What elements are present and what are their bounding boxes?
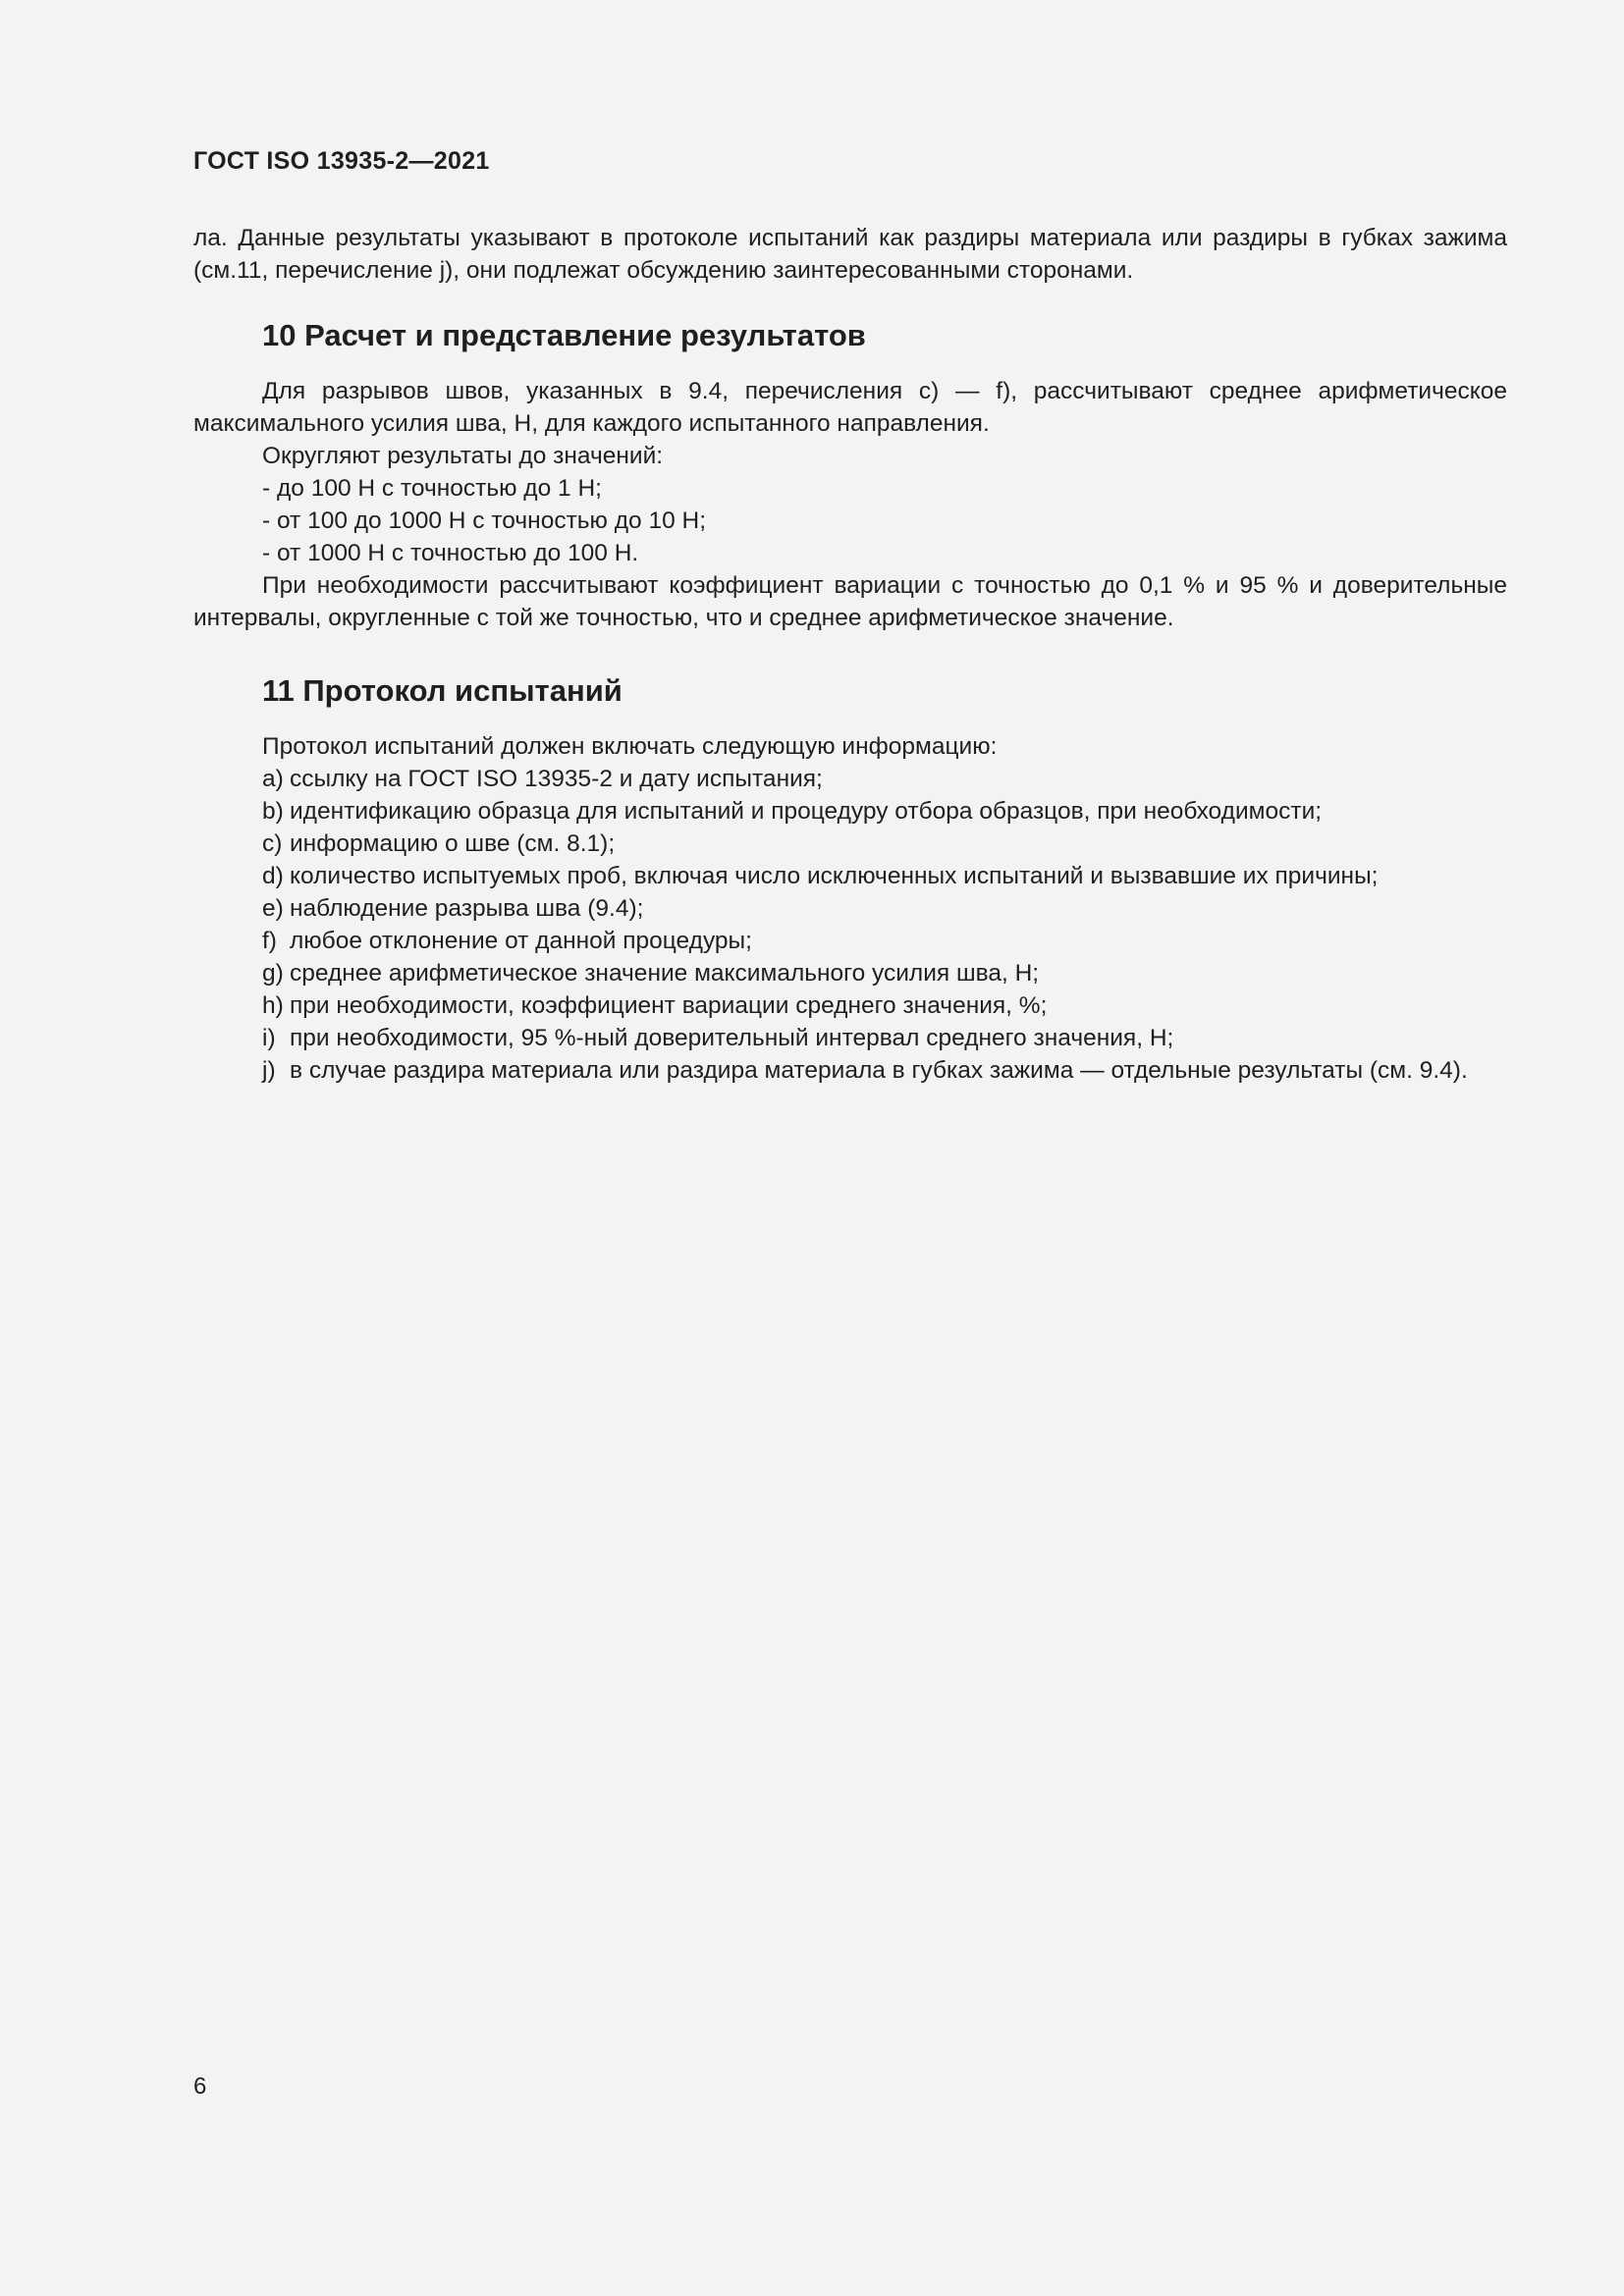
list-item-text: в случае раздира материала или раздира материала в губках зажима — отдельные результаты (см. 9.4). bbox=[290, 1057, 1468, 1084]
list-item-text: ссылку на ГОСТ ISO 13935-2 и дату испытания; bbox=[290, 766, 823, 792]
report-list-item bbox=[193, 1022, 1507, 1054]
section-10-title: 10 Расчет и представление результатов bbox=[262, 318, 866, 352]
report-list-item bbox=[193, 763, 1507, 795]
list-item-label: j) bbox=[262, 1057, 276, 1084]
rounding-rule: - от 1000 Н с точностью до 100 Н. bbox=[262, 540, 639, 566]
document-header: ГОСТ ISO 13935-2—2021 bbox=[193, 147, 490, 175]
section-10-paragraph-2: Округляют результаты до значений: bbox=[262, 443, 664, 469]
report-list-item bbox=[193, 892, 1507, 925]
list-item-label: d) bbox=[262, 863, 284, 889]
list-item-text: среднее арифметическое значение максимального усилия шва, Н; bbox=[290, 960, 1040, 987]
continuation-paragraph: ла. Данные результаты указывают в протоколе испытаний как раздиры материала или раздиры в губках зажима (см.11, перечисление j), они подлежат обсуждению заинтересованными сторонами. bbox=[193, 225, 1507, 284]
list-item-text: при необходимости, коэффициент вариации среднего значения, %; bbox=[290, 992, 1048, 1019]
section-11-intro: Протокол испытаний должен включать следующую информацию: bbox=[262, 733, 998, 760]
rounding-rule: - до 100 Н с точностью до 1 Н; bbox=[262, 475, 602, 502]
section-11-title: 11 Протокол испытаний bbox=[262, 673, 623, 708]
report-list-item bbox=[193, 957, 1507, 989]
list-item-label: а) bbox=[262, 766, 284, 792]
list-item-label: е) bbox=[262, 895, 284, 922]
section-10-paragraph-1: Для разрывов швов, указанных в 9.4, перечисления с) — f), рассчитывают среднее арифметическое максимального усилия шва, Н, для каждого испытанного направления. bbox=[193, 378, 1507, 437]
list-item-text: любое отклонение от данной процедуры; bbox=[290, 928, 752, 954]
rounding-rule: - от 100 до 1000 Н с точностью до 10 Н; bbox=[262, 507, 707, 534]
report-list-item bbox=[193, 860, 1507, 892]
report-list-item bbox=[193, 795, 1507, 828]
report-list-item bbox=[193, 925, 1507, 957]
list-item-label: f) bbox=[262, 928, 277, 954]
list-item-text: информацию о шве (см. 8.1); bbox=[290, 830, 616, 857]
report-list-item bbox=[193, 828, 1507, 860]
list-item-text: при необходимости, 95 %-ный доверительный интервал среднего значения, Н; bbox=[290, 1025, 1174, 1051]
list-item-label: h) bbox=[262, 992, 284, 1019]
page-body bbox=[193, 222, 1507, 1087]
report-list-item bbox=[193, 989, 1507, 1022]
list-item-label: g) bbox=[262, 960, 284, 987]
page-number: 6 bbox=[193, 2073, 207, 2100]
list-item-text: идентификацию образца для испытаний и процедуру отбора образцов, при необходимости; bbox=[290, 798, 1323, 825]
report-list-item bbox=[193, 1054, 1507, 1087]
list-item-label: с) bbox=[262, 830, 283, 857]
list-item-text: наблюдение разрыва шва (9.4); bbox=[290, 895, 644, 922]
list-item-text: количество испытуемых проб, включая число исключенных испытаний и вызвавшие их причины; bbox=[290, 863, 1379, 889]
section-10-paragraph-3: При необходимости рассчитывают коэффициент вариации с точностью до 0,1 % и 95 % и доверительные интервалы, округленные с той же точностью, что и среднее арифметическое значение. bbox=[193, 572, 1507, 631]
list-item-label: i) bbox=[262, 1025, 276, 1051]
list-item-label: b) bbox=[262, 798, 284, 825]
